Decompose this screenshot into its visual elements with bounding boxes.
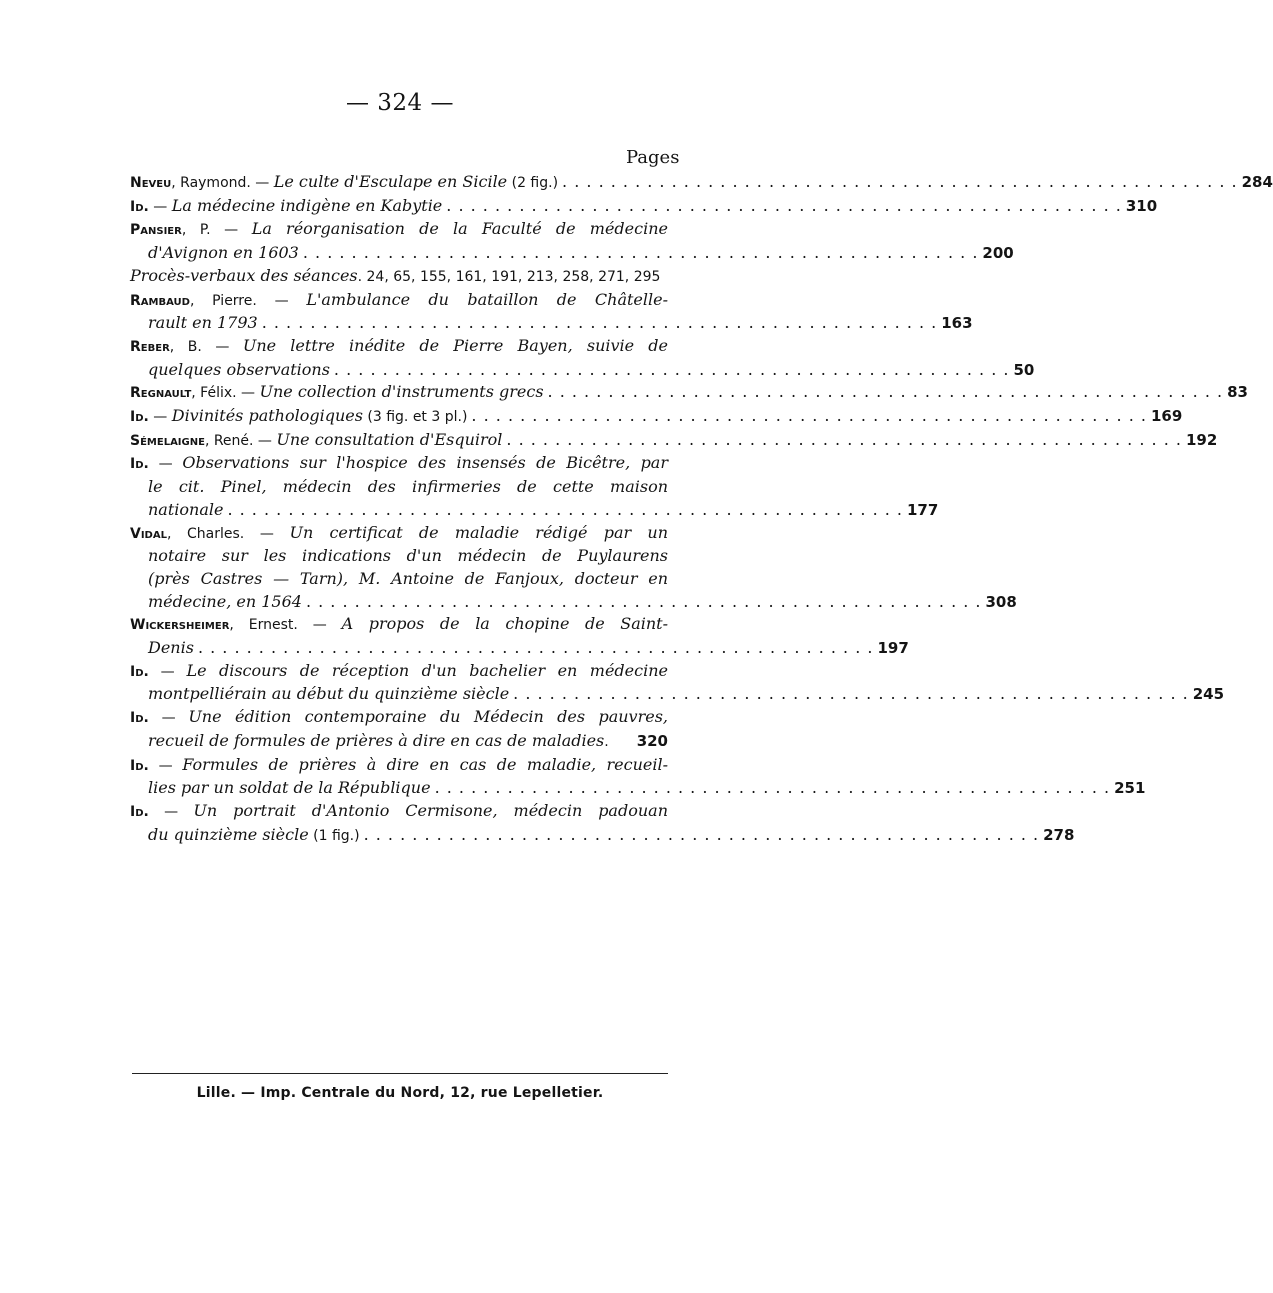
index-line xyxy=(130,265,668,289)
index-line-text xyxy=(130,613,668,637)
index-entry xyxy=(130,171,1273,195)
index-line-text xyxy=(148,545,668,568)
page-ref: 177 xyxy=(907,500,939,519)
author-rest: — xyxy=(148,803,194,820)
index-line xyxy=(130,683,1225,706)
author-name: Id. xyxy=(130,456,149,473)
index-entry xyxy=(130,706,668,753)
index-line xyxy=(130,754,668,778)
work-title: quelques observations xyxy=(148,359,330,379)
dot-leader xyxy=(471,405,1147,428)
index-line-text xyxy=(130,289,668,313)
author-name: Id. xyxy=(130,409,149,426)
index-line xyxy=(130,660,668,684)
author-name: Id. xyxy=(130,757,149,774)
author-name: Neveu xyxy=(130,175,172,191)
work-title: d'Avignon en 1603 xyxy=(148,243,299,263)
index-entry xyxy=(130,429,1218,453)
page-ref: 284 xyxy=(1241,173,1273,191)
index-entry xyxy=(130,660,1225,706)
index-line xyxy=(130,637,909,660)
work-title: Procès-verbaux des séances xyxy=(130,265,358,285)
dot-leader xyxy=(364,824,1040,847)
index-line xyxy=(130,405,1183,429)
index-line xyxy=(130,452,668,476)
index-line-text xyxy=(148,683,509,706)
work-title: Le culte d'Esculape en Sicile xyxy=(273,172,508,191)
page-ref: 50 xyxy=(1013,360,1035,379)
index-line-text xyxy=(148,312,258,335)
page-ref: 83 xyxy=(1227,383,1248,402)
work-title: rault en 1793 xyxy=(148,313,258,333)
work-title: Denis xyxy=(148,638,194,658)
author-name: Id. xyxy=(130,803,149,820)
dot-leader xyxy=(548,381,1224,404)
footer-rule xyxy=(132,1073,668,1074)
index-entry xyxy=(130,265,668,289)
index-entry xyxy=(130,452,939,521)
index-line xyxy=(130,499,939,522)
index-line xyxy=(130,195,1158,219)
index-line xyxy=(130,359,1035,382)
dot-leader xyxy=(435,777,1111,800)
author-rest: , P. — xyxy=(181,222,252,239)
dot-leader xyxy=(334,359,1010,382)
work-title: nationale xyxy=(148,499,224,519)
index-line xyxy=(130,522,668,546)
author-rest: — xyxy=(148,710,189,727)
dot-leader xyxy=(506,429,1182,452)
author-rest: , Raymond. — xyxy=(171,175,274,191)
author-rest: , René. — xyxy=(204,432,277,449)
index-entry xyxy=(130,195,1158,219)
index-line-text xyxy=(130,429,502,453)
index-line-text xyxy=(130,522,668,546)
index-line xyxy=(130,706,668,730)
author-name: Sémelaigne xyxy=(130,432,205,449)
work-note: (2 fig.) xyxy=(507,175,559,191)
work-title: Une édition contemporaine du Médecin des pauvres, xyxy=(188,707,668,727)
work-title: Divinités pathologiques xyxy=(171,406,363,426)
index-line xyxy=(130,312,973,335)
index-line xyxy=(130,730,668,754)
printer-imprint: Lille. — Imp. Centrale du Nord, 12, rue Lepelletier. xyxy=(196,1085,604,1101)
index-line-text xyxy=(130,171,558,195)
author-name: Reber xyxy=(130,338,170,355)
index-line-text xyxy=(130,800,668,824)
author-name: Id. xyxy=(130,710,149,727)
index-line-text xyxy=(148,242,299,265)
page-ref: 308 xyxy=(985,592,1017,611)
work-title: lies par un soldat de la République xyxy=(148,778,431,798)
dot-leader xyxy=(303,242,979,265)
author-rest: , Charles. — xyxy=(166,525,290,542)
dot-leader xyxy=(306,591,982,614)
index-line-text xyxy=(130,706,668,730)
author-rest: — xyxy=(148,198,172,215)
index-line xyxy=(130,777,1146,800)
dot-leader xyxy=(262,312,938,335)
work-title: Observations sur l'hospice des insensés de Bicêtre, par xyxy=(182,453,668,473)
index-line xyxy=(130,242,1014,265)
index-line xyxy=(130,218,668,242)
page-ref: 278 xyxy=(1043,825,1075,844)
index-line xyxy=(130,545,668,568)
index-entry xyxy=(130,800,1075,847)
work-title: du quinzième siècle xyxy=(148,824,309,844)
dot-leader xyxy=(513,683,1189,706)
page-ref: 245 xyxy=(1192,685,1225,704)
author-name: Vidal xyxy=(130,525,167,542)
index-line-text xyxy=(148,591,302,614)
pages-column-header: Pages xyxy=(626,147,680,168)
index-entry xyxy=(130,381,1248,405)
index-line-text xyxy=(130,195,442,219)
work-title: notaire sur les indications d'un médecin de Puylaurens xyxy=(148,546,668,566)
work-title: La médecine indigène en Kabytie xyxy=(171,195,443,215)
author-rest: — xyxy=(148,409,172,426)
page-ref: 251 xyxy=(1114,779,1146,798)
work-note: (1 fig.) xyxy=(308,827,360,844)
index-line xyxy=(130,800,668,824)
index-line-text xyxy=(148,476,668,499)
dot-leader xyxy=(227,499,903,522)
author-rest: , Ernest. — xyxy=(229,617,342,634)
index-line xyxy=(130,171,1273,195)
work-title: A propos de la chopine de Saint- xyxy=(341,614,669,634)
work-title: le cit. Pinel, médecin des infirmeries de cette maison xyxy=(148,477,668,497)
page-ref: 320 xyxy=(636,731,668,750)
work-title: (près Castres — Tarn), M. Antoine de Fanjoux, docteur en xyxy=(148,568,668,588)
index-line-text xyxy=(148,568,668,591)
work-note: . 24, 65, 155, 161, 191, 213, 258, 271, 295 xyxy=(357,268,661,285)
index-line xyxy=(130,381,1248,405)
index-line xyxy=(130,289,668,313)
page-ref: 197 xyxy=(877,639,909,658)
dot-leader xyxy=(562,171,1238,194)
index-entry xyxy=(130,218,1014,264)
author-name: Id. xyxy=(130,198,149,215)
index-list xyxy=(130,171,1273,847)
index-line-text xyxy=(130,660,668,684)
index-line-text xyxy=(130,405,467,429)
work-title: La réorganisation de la Faculté de médecine xyxy=(251,219,668,239)
page-number: — 324 — xyxy=(345,90,455,116)
page-ref: 169 xyxy=(1150,407,1183,426)
index-line-text xyxy=(148,777,431,800)
work-title: Le discours de réception d'un bachelier en médecine xyxy=(186,660,668,680)
index-line xyxy=(130,429,1218,453)
dot-leader xyxy=(198,637,874,660)
index-entry xyxy=(130,754,1146,800)
index-line xyxy=(130,591,1017,614)
author-rest: — xyxy=(148,757,183,774)
index-line-text xyxy=(130,335,668,359)
work-title: Un certificat de maladie rédigé par un xyxy=(289,522,669,542)
index-line-text xyxy=(148,359,330,382)
dot-leader xyxy=(446,195,1122,218)
author-name: Regnault xyxy=(130,385,192,402)
page-ref: 192 xyxy=(1185,430,1218,449)
index-entry xyxy=(130,405,1183,429)
work-title: Une collection d'instruments grecs xyxy=(259,382,544,402)
page-ref: 310 xyxy=(1125,196,1158,215)
index-entry xyxy=(130,289,973,335)
index-line xyxy=(130,335,668,359)
index-line xyxy=(130,568,668,591)
author-rest: — xyxy=(148,456,183,473)
index-line-text xyxy=(130,265,660,289)
index-line xyxy=(130,476,668,499)
work-title: recueil de formules de prières à dire en cas de maladies xyxy=(148,730,605,750)
index-line-text xyxy=(148,824,360,848)
index-entry xyxy=(130,522,1017,614)
work-note: (3 fig. et 3 pl.) xyxy=(362,409,468,426)
work-title: Une lettre inédite de Pierre Bayen, suivie de xyxy=(242,335,669,355)
index-line-text xyxy=(148,499,223,522)
work-title: L'ambulance du bataillon de Châtelle- xyxy=(306,289,669,309)
work-title: médecine, en 1564 xyxy=(148,591,302,611)
author-rest: — xyxy=(148,663,187,680)
work-note: . xyxy=(604,733,609,750)
work-title: montpelliérain au début du quinzième siècle xyxy=(148,684,510,704)
index-line-text xyxy=(148,730,609,754)
author-name: Rambaud xyxy=(130,292,190,309)
author-rest: , Félix. — xyxy=(191,385,260,402)
author-rest: , Pierre. — xyxy=(189,292,307,309)
index-line-text xyxy=(130,452,668,476)
index-line-text xyxy=(130,381,544,405)
index-line-text xyxy=(148,637,194,660)
work-title: Formules de prières à dire en cas de maladie, recueil- xyxy=(182,754,668,774)
author-name: Wickersheimer xyxy=(130,617,230,634)
author-rest: , B. — xyxy=(169,338,243,355)
page-ref: 163 xyxy=(941,314,973,333)
work-title: Une consultation d'Esquirol xyxy=(276,429,503,449)
index-line-text xyxy=(130,754,668,778)
page-ref: 200 xyxy=(982,244,1014,263)
index-line xyxy=(130,613,668,637)
author-name: Pansier xyxy=(130,222,182,239)
index-line-text xyxy=(130,218,668,242)
index-line xyxy=(130,824,1075,848)
author-name: Id. xyxy=(130,663,149,680)
work-title: Un portrait d'Antonio Cermisone, médecin padouan xyxy=(193,800,668,820)
index-entry xyxy=(130,613,909,659)
index-entry xyxy=(130,335,1035,381)
